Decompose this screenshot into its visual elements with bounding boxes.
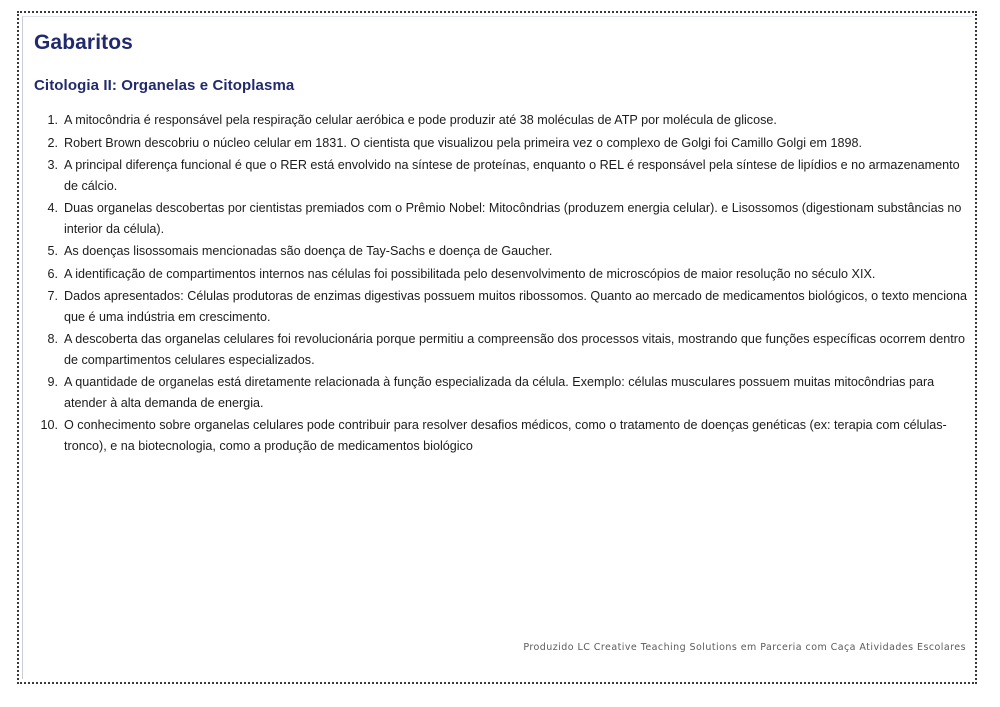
page-title: Gabaritos [34, 31, 133, 54]
section-subtitle: Citologia II: Organelas e Citoplasma [34, 77, 295, 94]
list-item: Dados apresentados: Células produtoras de enzimas digestivas possuem muitos ribossomos. Quanto ao mercado de medicamentos biológicos, o texto menciona que é uma indústria em crescimento. [64, 289, 968, 324]
footer-credit: Produzido LC Creative Teaching Solutions em Parceria com Caça Atividades Escolares [523, 642, 966, 653]
list-item: O conhecimento sobre organelas celulares pode contribuir para resolver desafios médicos, como o tratamento de doenças genéticas (ex: terapia com células-tronco), e na biotecnologia, como a produção de medicamentos biológico [64, 418, 947, 453]
list-item: A descoberta das organelas celulares foi revolucionária porque permitiu a compreensão dos processos vitais, mostrando que funções específicas ocorrem dentro de compartimentos celulares especializados. [64, 332, 965, 367]
list-item: Duas organelas descobertas por cientistas premiados com o Prêmio Nobel: Mitocôndrias (produzem energia celular). e Lisossomos (digestionam substâncias no interior da célula). [64, 201, 962, 236]
page-content [34, 30, 970, 670]
list-item: As doenças lisossomais mencionadas são doença de Tay-Sachs e doença de Gaucher. [64, 244, 553, 258]
list-item: Robert Brown descobriu o núcleo celular em 1831. O cientista que visualizou pela primeira vez o complexo de Golgi foi Camillo Golgi em 1898. [64, 135, 863, 150]
list-item: A mitocôndria é responsável pela respiração celular aeróbica e pode produzir até 38 moléculas de ATP por molécula de glicose. [64, 113, 777, 127]
answer-key-list [34, 110, 970, 456]
list-item: A quantidade de organelas está diretamente relacionada à função especializada da célula. Exemplo: células musculares possuem muitas mitocôndrias para atender à alta demanda de energia. [64, 375, 935, 410]
list-item: A principal diferença funcional é que o RER está envolvido na síntese de proteínas, enquanto o REL é responsável pela síntese de lipídios e no armazenamento de cálcio. [64, 158, 960, 193]
list-item: A identificação de compartimentos internos nas células foi possibilitada pelo desenvolvimento de microscópios de maior resolução no século XIX. [64, 266, 876, 281]
